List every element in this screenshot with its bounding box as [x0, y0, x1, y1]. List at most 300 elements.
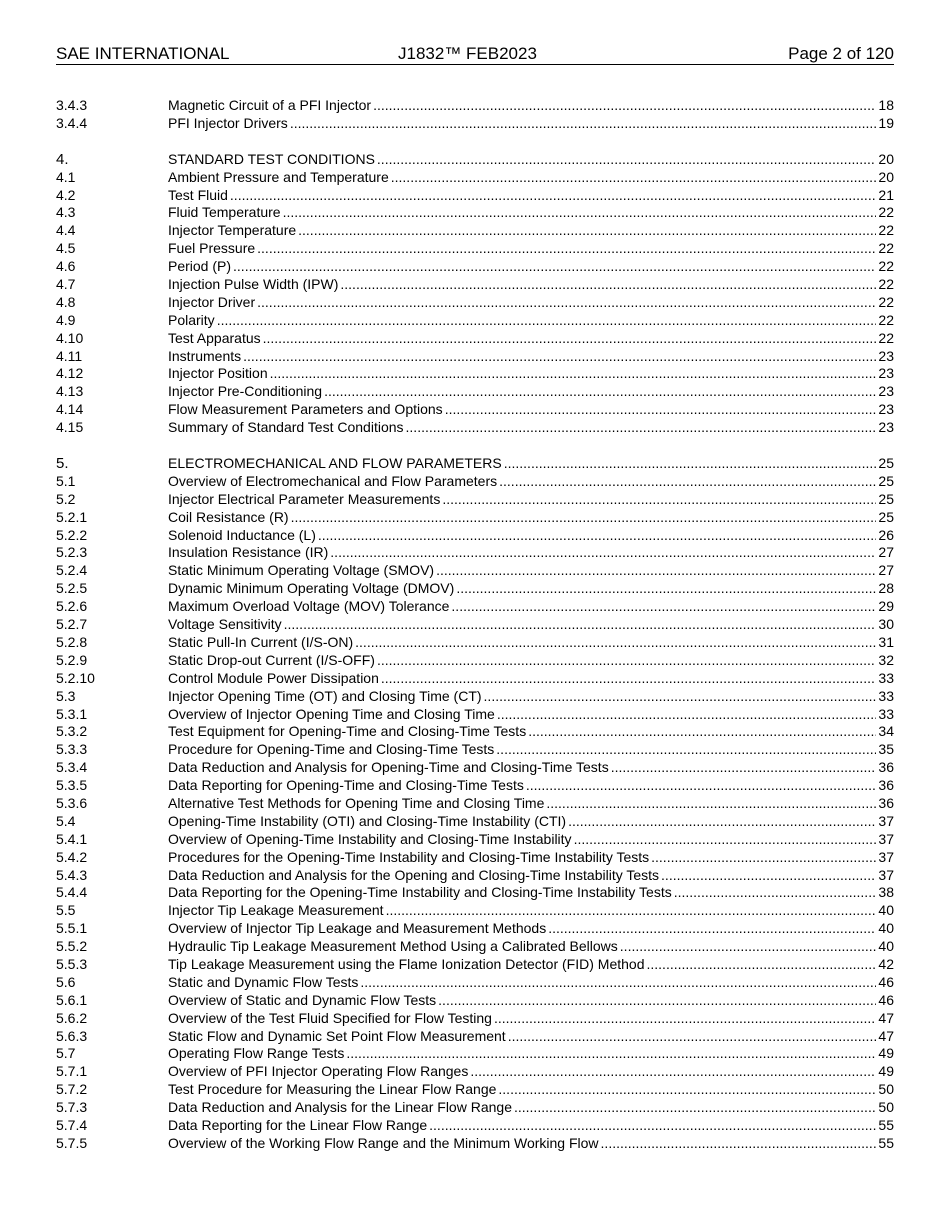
toc-title[interactable]: Tip Leakage Measurement using the Flame Ionization Detector (FID) Method [168, 955, 645, 972]
toc-page-number: 22 [878, 276, 894, 293]
dot-leader [611, 759, 877, 777]
toc-number: 5.5 [56, 902, 76, 919]
toc-row[interactable] [56, 348, 894, 366]
toc-title[interactable]: Injector Electrical Parameter Measurements [168, 490, 441, 507]
toc-title[interactable]: Operating Flow Range Tests [168, 1045, 345, 1062]
toc-number: 4.6 [56, 258, 76, 275]
dot-leader [661, 867, 876, 885]
toc-title[interactable]: ELECTROMECHANICAL AND FLOW PARAMETERS [168, 455, 502, 472]
toc-page-number: 25 [878, 490, 894, 507]
toc-number: 4.10 [56, 329, 84, 346]
toc-number: 5.2 [56, 490, 76, 507]
dot-leader [429, 1117, 876, 1135]
toc-title[interactable]: Static Minimum Operating Voltage (SMOV) [168, 562, 435, 579]
toc-row[interactable] [56, 867, 894, 885]
toc-number: 5.4.4 [56, 884, 88, 901]
toc-number: 5.5.1 [56, 920, 88, 937]
toc-title[interactable]: Injector Position [168, 365, 268, 382]
dot-leader [324, 383, 876, 401]
toc-title[interactable]: Overview of Electromechanical and Flow Parameters [168, 472, 498, 489]
dot-leader [284, 616, 877, 634]
dot-leader [494, 1010, 876, 1028]
toc-title[interactable]: Solenoid Inductance (L) [168, 526, 316, 543]
toc-title[interactable]: Opening-Time Instability (OTI) and Closing-Time Instability (CTI) [168, 812, 567, 829]
dot-leader [647, 956, 877, 974]
toc-title[interactable]: Control Module Power Dissipation [168, 669, 379, 686]
toc-number: 5.6 [56, 973, 76, 990]
toc-row[interactable] [56, 634, 894, 652]
toc-row[interactable] [56, 312, 894, 330]
toc-row[interactable] [56, 473, 894, 491]
toc-title[interactable]: STANDARD TEST CONDITIONS [168, 150, 375, 167]
toc-row[interactable] [56, 956, 894, 974]
toc-row[interactable] [56, 974, 894, 992]
toc-entry [168, 1063, 894, 1081]
toc-entry [168, 276, 894, 294]
toc-page-number: 46 [878, 973, 894, 990]
toc-entry [168, 688, 894, 706]
dot-leader [270, 365, 877, 383]
toc-number: 5.4.1 [56, 830, 88, 847]
toc-title[interactable]: Alternative Test Methods for Opening Time and Closing Time [168, 794, 545, 811]
dot-leader [514, 1099, 876, 1117]
dot-leader [373, 97, 876, 115]
toc-title[interactable]: Flow Measurement Parameters and Options [168, 401, 443, 418]
dot-leader [290, 115, 877, 133]
toc-entry [168, 294, 894, 312]
toc-title[interactable]: Overview of the Test Fluid Specified for Flow Testing [168, 1009, 492, 1026]
document-id: J1832™ FEB2023 [398, 44, 537, 63]
toc-title[interactable]: PFI Injector Drivers [168, 114, 288, 131]
dot-leader [386, 902, 877, 920]
toc-title[interactable]: Hydraulic Tip Leakage Measurement Method Using a Calibrated Bellows [168, 938, 618, 955]
toc-page-number: 22 [878, 204, 894, 221]
toc-number: 5.2.4 [56, 562, 88, 579]
toc-entry [168, 706, 894, 724]
toc-row[interactable] [56, 1028, 894, 1046]
toc-row[interactable] [56, 831, 894, 849]
toc-page-number: 29 [878, 598, 894, 615]
toc-entry [168, 1028, 894, 1046]
page-header [56, 44, 894, 65]
toc-title[interactable]: Test Equipment for Opening-Time and Closing-Time Tests [168, 723, 527, 740]
dot-leader [497, 706, 877, 724]
dot-leader [217, 312, 877, 330]
toc-page-number: 22 [878, 311, 894, 328]
toc-number: 5.6.3 [56, 1027, 88, 1044]
toc-entry [168, 258, 894, 276]
toc-number: 5.1 [56, 472, 76, 489]
toc-row[interactable] [56, 616, 894, 634]
toc-number: 5.2.8 [56, 633, 88, 650]
toc-number: 5.3.1 [56, 705, 88, 722]
dot-leader [243, 348, 876, 366]
toc-row[interactable] [56, 580, 894, 598]
toc-row[interactable] [56, 652, 894, 670]
toc-number: 4.7 [56, 276, 76, 293]
toc-number: 4.3 [56, 204, 76, 221]
toc-page-number: 22 [878, 240, 894, 257]
dot-leader [674, 884, 877, 902]
toc-entry [168, 383, 894, 401]
toc-page-number: 32 [878, 651, 894, 668]
toc-entry [168, 652, 894, 670]
toc-page-number: 49 [878, 1045, 894, 1062]
dot-leader [381, 670, 877, 688]
toc-page-number: 38 [878, 884, 894, 901]
dot-leader [230, 187, 877, 205]
toc-number: 5.3.5 [56, 777, 88, 794]
toc-page-number: 25 [878, 472, 894, 489]
toc-entry [168, 813, 894, 831]
dot-leader [283, 204, 877, 222]
dot-leader [340, 276, 876, 294]
toc-entry [168, 115, 894, 133]
dot-leader [330, 544, 876, 562]
toc-row[interactable] [56, 527, 894, 545]
toc-row[interactable] [56, 813, 894, 831]
toc-entry [168, 509, 894, 527]
toc-number: 5.4 [56, 812, 76, 829]
toc-title[interactable]: Voltage Sensitivity [168, 616, 282, 633]
toc-entry [168, 580, 894, 598]
toc-page-number: 36 [878, 777, 894, 794]
dot-leader [499, 473, 876, 491]
dot-leader [257, 294, 876, 312]
toc-page-number: 33 [878, 669, 894, 686]
toc-title[interactable]: Maximum Overload Voltage (MOV) Tolerance [168, 598, 450, 615]
toc-number: 5.2.5 [56, 580, 88, 597]
toc-page-number: 42 [878, 955, 894, 972]
toc-entry [168, 1135, 894, 1153]
toc-entry [168, 365, 894, 383]
dot-leader [377, 652, 876, 670]
toc-title[interactable]: Overview of Injector Opening Time and Closing Time [168, 705, 495, 722]
toc-entry [168, 759, 894, 777]
toc-number: 5.2.10 [56, 669, 95, 686]
dot-leader [620, 938, 877, 956]
toc-row[interactable] [56, 670, 894, 688]
toc-row[interactable] [56, 1063, 894, 1081]
dot-leader [456, 580, 876, 598]
toc-page-number: 35 [878, 741, 894, 758]
toc-page-number: 23 [878, 401, 894, 418]
toc-title[interactable]: Data Reduction and Analysis for the Opening and Closing-Time Instability Tests [168, 866, 660, 883]
toc-row[interactable] [56, 97, 894, 115]
toc-title[interactable]: Data Reporting for Opening-Time and Closing-Time Tests [168, 777, 524, 794]
toc-page-number: 46 [878, 991, 894, 1008]
toc-entry [168, 902, 894, 920]
toc-page-number: 22 [878, 329, 894, 346]
toc-title[interactable]: Magnetic Circuit of a PFI Injector [168, 97, 372, 113]
toc-row[interactable] [56, 169, 894, 187]
toc-row[interactable] [56, 795, 894, 813]
toc-title[interactable]: Dynamic Minimum Operating Voltage (DMOV) [168, 580, 455, 597]
dot-leader [438, 992, 876, 1010]
toc-row[interactable] [56, 562, 894, 580]
dot-leader [548, 920, 876, 938]
toc-number: 5.3.4 [56, 759, 88, 776]
dot-leader [360, 974, 876, 992]
dot-leader [651, 849, 876, 867]
toc-row[interactable] [56, 1117, 894, 1135]
toc-row[interactable] [56, 759, 894, 777]
toc-title[interactable]: Procedure for Opening-Time and Closing-Time Tests [168, 741, 495, 758]
toc-row[interactable] [56, 204, 894, 222]
toc-row[interactable] [56, 1135, 894, 1153]
toc-entry [168, 312, 894, 330]
toc-page-number: 55 [878, 1116, 894, 1133]
toc-row[interactable] [56, 849, 894, 867]
toc-entry [168, 330, 894, 348]
toc-title[interactable]: Overview of PFI Injector Operating Flow Ranges [168, 1063, 469, 1080]
toc-number: 4.4 [56, 222, 76, 239]
dot-leader [263, 330, 877, 348]
toc-number: 5.5.3 [56, 955, 88, 972]
toc-page-number: 40 [878, 938, 894, 955]
toc-row[interactable] [56, 419, 894, 437]
toc-entry [168, 867, 894, 885]
toc-entry [168, 723, 894, 741]
toc-title[interactable]: Injector Temperature [168, 222, 297, 239]
toc-row[interactable] [56, 383, 894, 401]
toc-entry [168, 849, 894, 867]
toc-page-number: 22 [878, 293, 894, 310]
toc-page-number: 37 [878, 866, 894, 883]
toc-number: 5. [56, 455, 69, 473]
toc-title[interactable]: Static Flow and Dynamic Set Point Flow Measurement [168, 1027, 506, 1044]
dot-leader [484, 688, 877, 706]
toc-page-number: 20 [878, 150, 894, 167]
toc-title[interactable]: Static Drop-out Current (I/S-OFF) [168, 651, 375, 668]
toc-section-row[interactable] [56, 151, 894, 169]
toc-page-number: 36 [878, 794, 894, 811]
toc-entry [168, 1045, 894, 1063]
toc-title[interactable]: Overview of Static and Dynamic Flow Tests [168, 991, 437, 1008]
toc-number: 3.4.4 [56, 114, 88, 131]
toc-row[interactable] [56, 276, 894, 294]
toc-entry [168, 1081, 894, 1099]
toc-row[interactable] [56, 1081, 894, 1099]
toc-page-number: 55 [878, 1134, 894, 1151]
toc-number: 5.6.1 [56, 991, 88, 1008]
toc-title[interactable]: Procedures for the Opening-Time Instability and Closing-Time Instability Tests [168, 848, 650, 865]
toc-entry [168, 956, 894, 974]
toc-row[interactable] [56, 330, 894, 348]
toc-page-number: 19 [878, 114, 894, 131]
toc-page-number: 23 [878, 347, 894, 364]
toc-page-number: 47 [878, 1009, 894, 1026]
toc-title[interactable]: Insulation Resistance (IR) [168, 544, 329, 561]
toc-row[interactable] [56, 222, 894, 240]
toc-title[interactable]: Data Reporting for the Opening-Time Instability and Closing-Time Instability Tests [168, 884, 672, 901]
toc-row[interactable] [56, 365, 894, 383]
toc-page-number: 25 [878, 455, 894, 472]
toc-page-number: 37 [878, 848, 894, 865]
toc-page-number: 27 [878, 562, 894, 579]
toc-title[interactable]: Overview of the Working Flow Range and the Minimum Working Flow [168, 1134, 599, 1151]
toc-entry [168, 634, 894, 652]
toc-row[interactable] [56, 920, 894, 938]
toc-title[interactable]: Fluid Temperature [168, 204, 281, 221]
toc-row[interactable] [56, 884, 894, 902]
toc-row[interactable] [56, 723, 894, 741]
toc-row[interactable] [56, 938, 894, 956]
toc-title[interactable]: Test Fluid [168, 186, 228, 203]
toc-row[interactable] [56, 992, 894, 1010]
toc-page-number: 30 [878, 616, 894, 633]
dot-leader [496, 741, 876, 759]
dot-leader [528, 723, 876, 741]
toc-page-number: 26 [878, 526, 894, 543]
dot-leader [568, 813, 876, 831]
dot-leader [445, 401, 877, 419]
toc-row[interactable] [56, 1010, 894, 1028]
toc-page-number: 23 [878, 383, 894, 400]
toc-page-number: 28 [878, 580, 894, 597]
toc-page-number: 37 [878, 830, 894, 847]
toc-number: 4.2 [56, 186, 76, 203]
toc-page-number: 18 [878, 97, 894, 113]
toc-page-number: 49 [878, 1063, 894, 1080]
toc-title[interactable]: Test Procedure for Measuring the Linear Flow Range [168, 1081, 497, 1098]
toc-row[interactable] [56, 258, 894, 276]
toc-row[interactable] [56, 401, 894, 419]
toc-title[interactable]: Injector Pre-Conditioning [168, 383, 323, 400]
toc-entry [168, 670, 894, 688]
toc-row[interactable] [56, 1099, 894, 1117]
toc-entry [168, 938, 894, 956]
dot-leader [298, 222, 876, 240]
dot-leader [257, 240, 876, 258]
toc-title[interactable]: Static and Dynamic Flow Tests [168, 973, 359, 990]
dot-leader [318, 527, 877, 545]
toc-title[interactable]: Injector Driver [168, 293, 256, 310]
toc-title[interactable]: Fuel Pressure [168, 240, 256, 257]
toc-page-number: 40 [878, 920, 894, 937]
toc-title[interactable]: Ambient Pressure and Temperature [168, 168, 389, 185]
toc-entry [168, 348, 894, 366]
toc-number: 4.8 [56, 293, 76, 310]
toc-page-number: 31 [878, 633, 894, 650]
toc-entry [168, 562, 894, 580]
toc-entry [168, 992, 894, 1010]
toc-title[interactable]: Period (P) [168, 258, 232, 275]
toc-title[interactable]: Data Reduction and Analysis for Opening-Time and Closing-Time Tests [168, 759, 609, 776]
toc-title[interactable]: Test Apparatus [168, 329, 261, 346]
toc-title[interactable]: Overview of Opening-Time Instability and Closing-Time Instability [168, 830, 572, 847]
toc-entry [168, 455, 894, 473]
toc-title[interactable]: Static Pull-In Current (I/S-ON) [168, 633, 354, 650]
toc-title[interactable]: Injector Tip Leakage Measurement [168, 902, 384, 919]
toc-number: 5.2.9 [56, 651, 88, 668]
toc-page-number: 22 [878, 222, 894, 239]
dot-leader [377, 151, 877, 169]
toc-title[interactable]: Instruments [168, 347, 242, 364]
toc-entry [168, 1099, 894, 1117]
toc-number: 5.7 [56, 1045, 76, 1062]
toc-number: 5.2.3 [56, 544, 88, 561]
toc-row[interactable] [56, 688, 894, 706]
toc-row[interactable] [56, 902, 894, 920]
toc-page-number: 40 [878, 902, 894, 919]
toc-title[interactable]: Overview of Injector Tip Leakage and Measurement Methods [168, 920, 547, 937]
toc-entry [168, 169, 894, 187]
dot-leader [233, 258, 876, 276]
toc-entry [168, 97, 894, 115]
toc-title[interactable]: Data Reduction and Analysis for the Linear Flow Range [168, 1099, 512, 1116]
toc-entry [168, 419, 894, 437]
toc-row[interactable] [56, 1045, 894, 1063]
toc-row[interactable] [56, 509, 894, 527]
toc-row[interactable] [56, 706, 894, 724]
toc-section-row[interactable] [56, 455, 894, 473]
toc-page-number: 36 [878, 759, 894, 776]
toc-number: 5.3.2 [56, 723, 88, 740]
dot-leader [451, 598, 876, 616]
table-of-contents [56, 97, 894, 1153]
dot-leader [504, 455, 877, 473]
toc-number: 5.2.6 [56, 598, 88, 615]
toc-title[interactable]: Coil Resistance (R) [168, 508, 289, 525]
toc-entry [168, 777, 894, 795]
toc-title[interactable]: Summary of Standard Test Conditions [168, 419, 404, 436]
toc-number: 5.5.2 [56, 938, 88, 955]
toc-entry [168, 884, 894, 902]
toc-row[interactable] [56, 598, 894, 616]
toc-page-number: 47 [878, 1027, 894, 1044]
toc-entry [168, 544, 894, 562]
toc-title[interactable]: Data Reporting for the Linear Flow Range [168, 1116, 428, 1133]
toc-number: 4.1 [56, 168, 76, 185]
dot-leader [574, 831, 877, 849]
toc-title[interactable]: Injector Opening Time (OT) and Closing Time (CT) [168, 687, 482, 704]
toc-title[interactable]: Injection Pulse Width (IPW) [168, 276, 339, 293]
toc-entry [168, 974, 894, 992]
toc-number: 5.6.2 [56, 1009, 88, 1026]
toc-row[interactable] [56, 777, 894, 795]
toc-page-number: 37 [878, 812, 894, 829]
toc-page-number: 20 [878, 168, 894, 185]
toc-entry [168, 1010, 894, 1028]
dot-leader [546, 795, 876, 813]
toc-title[interactable]: Polarity [168, 311, 215, 328]
toc-row[interactable] [56, 115, 894, 133]
toc-row[interactable] [56, 240, 894, 258]
toc-row[interactable] [56, 741, 894, 759]
toc-number: 5.2.2 [56, 526, 88, 543]
toc-entry [168, 473, 894, 491]
toc-number: 4.9 [56, 311, 76, 328]
toc-number: 5.3.3 [56, 741, 88, 758]
dot-leader [601, 1135, 877, 1153]
toc-page-number: 21 [878, 186, 894, 203]
toc-entry [168, 598, 894, 616]
page-number: Page 2 of 120 [788, 44, 894, 63]
toc-row[interactable] [56, 187, 894, 205]
dot-leader [346, 1045, 876, 1063]
dot-leader [508, 1028, 877, 1046]
toc-page-number: 34 [878, 723, 894, 740]
toc-row[interactable] [56, 491, 894, 509]
toc-entry [168, 795, 894, 813]
toc-number: 5.3 [56, 687, 76, 704]
toc-row[interactable] [56, 294, 894, 312]
toc-page-number: 23 [878, 419, 894, 436]
toc-row[interactable] [56, 544, 894, 562]
dot-leader [391, 169, 877, 187]
dot-leader [436, 562, 876, 580]
